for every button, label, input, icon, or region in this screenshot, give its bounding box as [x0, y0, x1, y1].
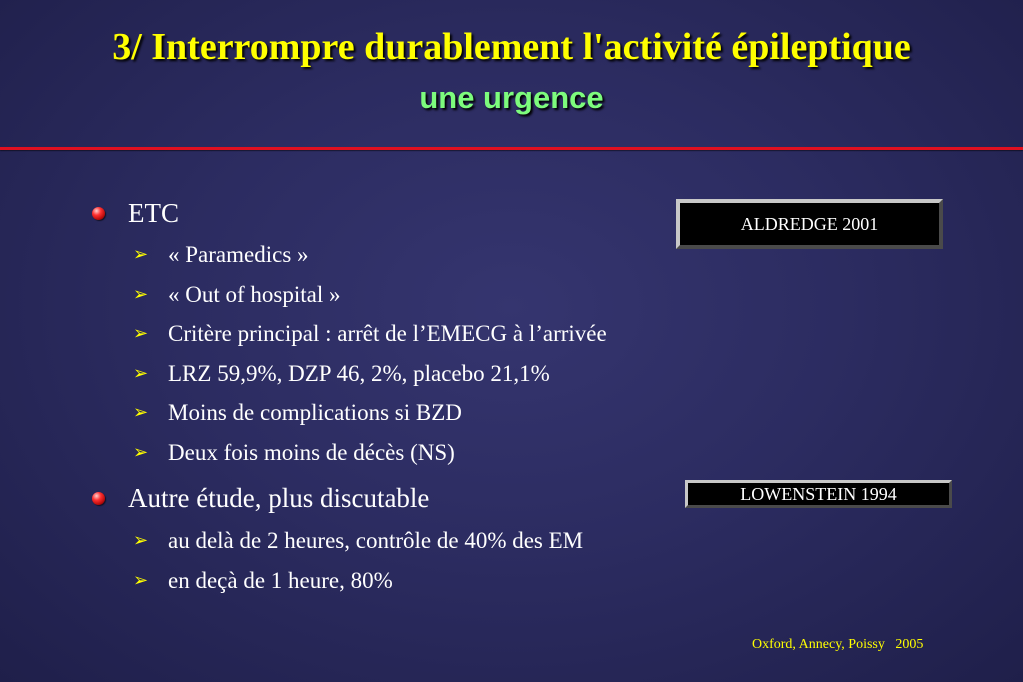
sub-bullet-text: Deux fois moins de décès (NS): [168, 440, 455, 465]
slide-title: 3/ Interrompre durablement l'activité épileptique: [112, 26, 911, 68]
red-ball-icon: [92, 207, 105, 220]
arrow-bullet-icon: ➢: [133, 402, 149, 423]
reference-box-lowenstein: LOWENSTEIN 1994: [685, 480, 952, 508]
bullet-label: ETC: [128, 198, 179, 228]
sub-bullet-text: Moins de complications si BZD: [168, 400, 462, 425]
red-ball-icon: [92, 492, 105, 505]
sub-bullet-text: « Paramedics »: [168, 242, 309, 267]
sub-bullet-text: en deçà de 1 heure, 80%: [168, 568, 393, 593]
arrow-bullet-icon: ➢: [133, 323, 149, 344]
sub-bullet-text: LRZ 59,9%, DZP 46, 2%, placebo 21,1%: [168, 361, 550, 386]
slide-subtitle: une urgence: [419, 80, 604, 115]
slide-footer: Oxford, Annecy, Poissy 2005: [752, 637, 924, 652]
arrow-bullet-icon: ➢: [133, 363, 149, 384]
sub-bullet-text: Critère principal : arrêt de l’EMECG à l’arrivée: [168, 321, 607, 346]
sub-bullet-text: au delà de 2 heures, contrôle de 40% des EM: [168, 528, 584, 553]
arrow-bullet-icon: ➢: [133, 284, 149, 305]
arrow-bullet-icon: ➢: [133, 244, 149, 265]
arrow-bullet-icon: ➢: [133, 530, 149, 551]
arrow-bullet-icon: ➢: [133, 570, 149, 591]
arrow-bullet-icon: ➢: [133, 442, 149, 463]
bullet-label: Autre étude, plus discutable: [128, 483, 430, 513]
sub-bullet-text: « Out of hospital »: [168, 282, 341, 307]
reference-box-aldredge: ALDREDGE 2001: [676, 199, 943, 249]
